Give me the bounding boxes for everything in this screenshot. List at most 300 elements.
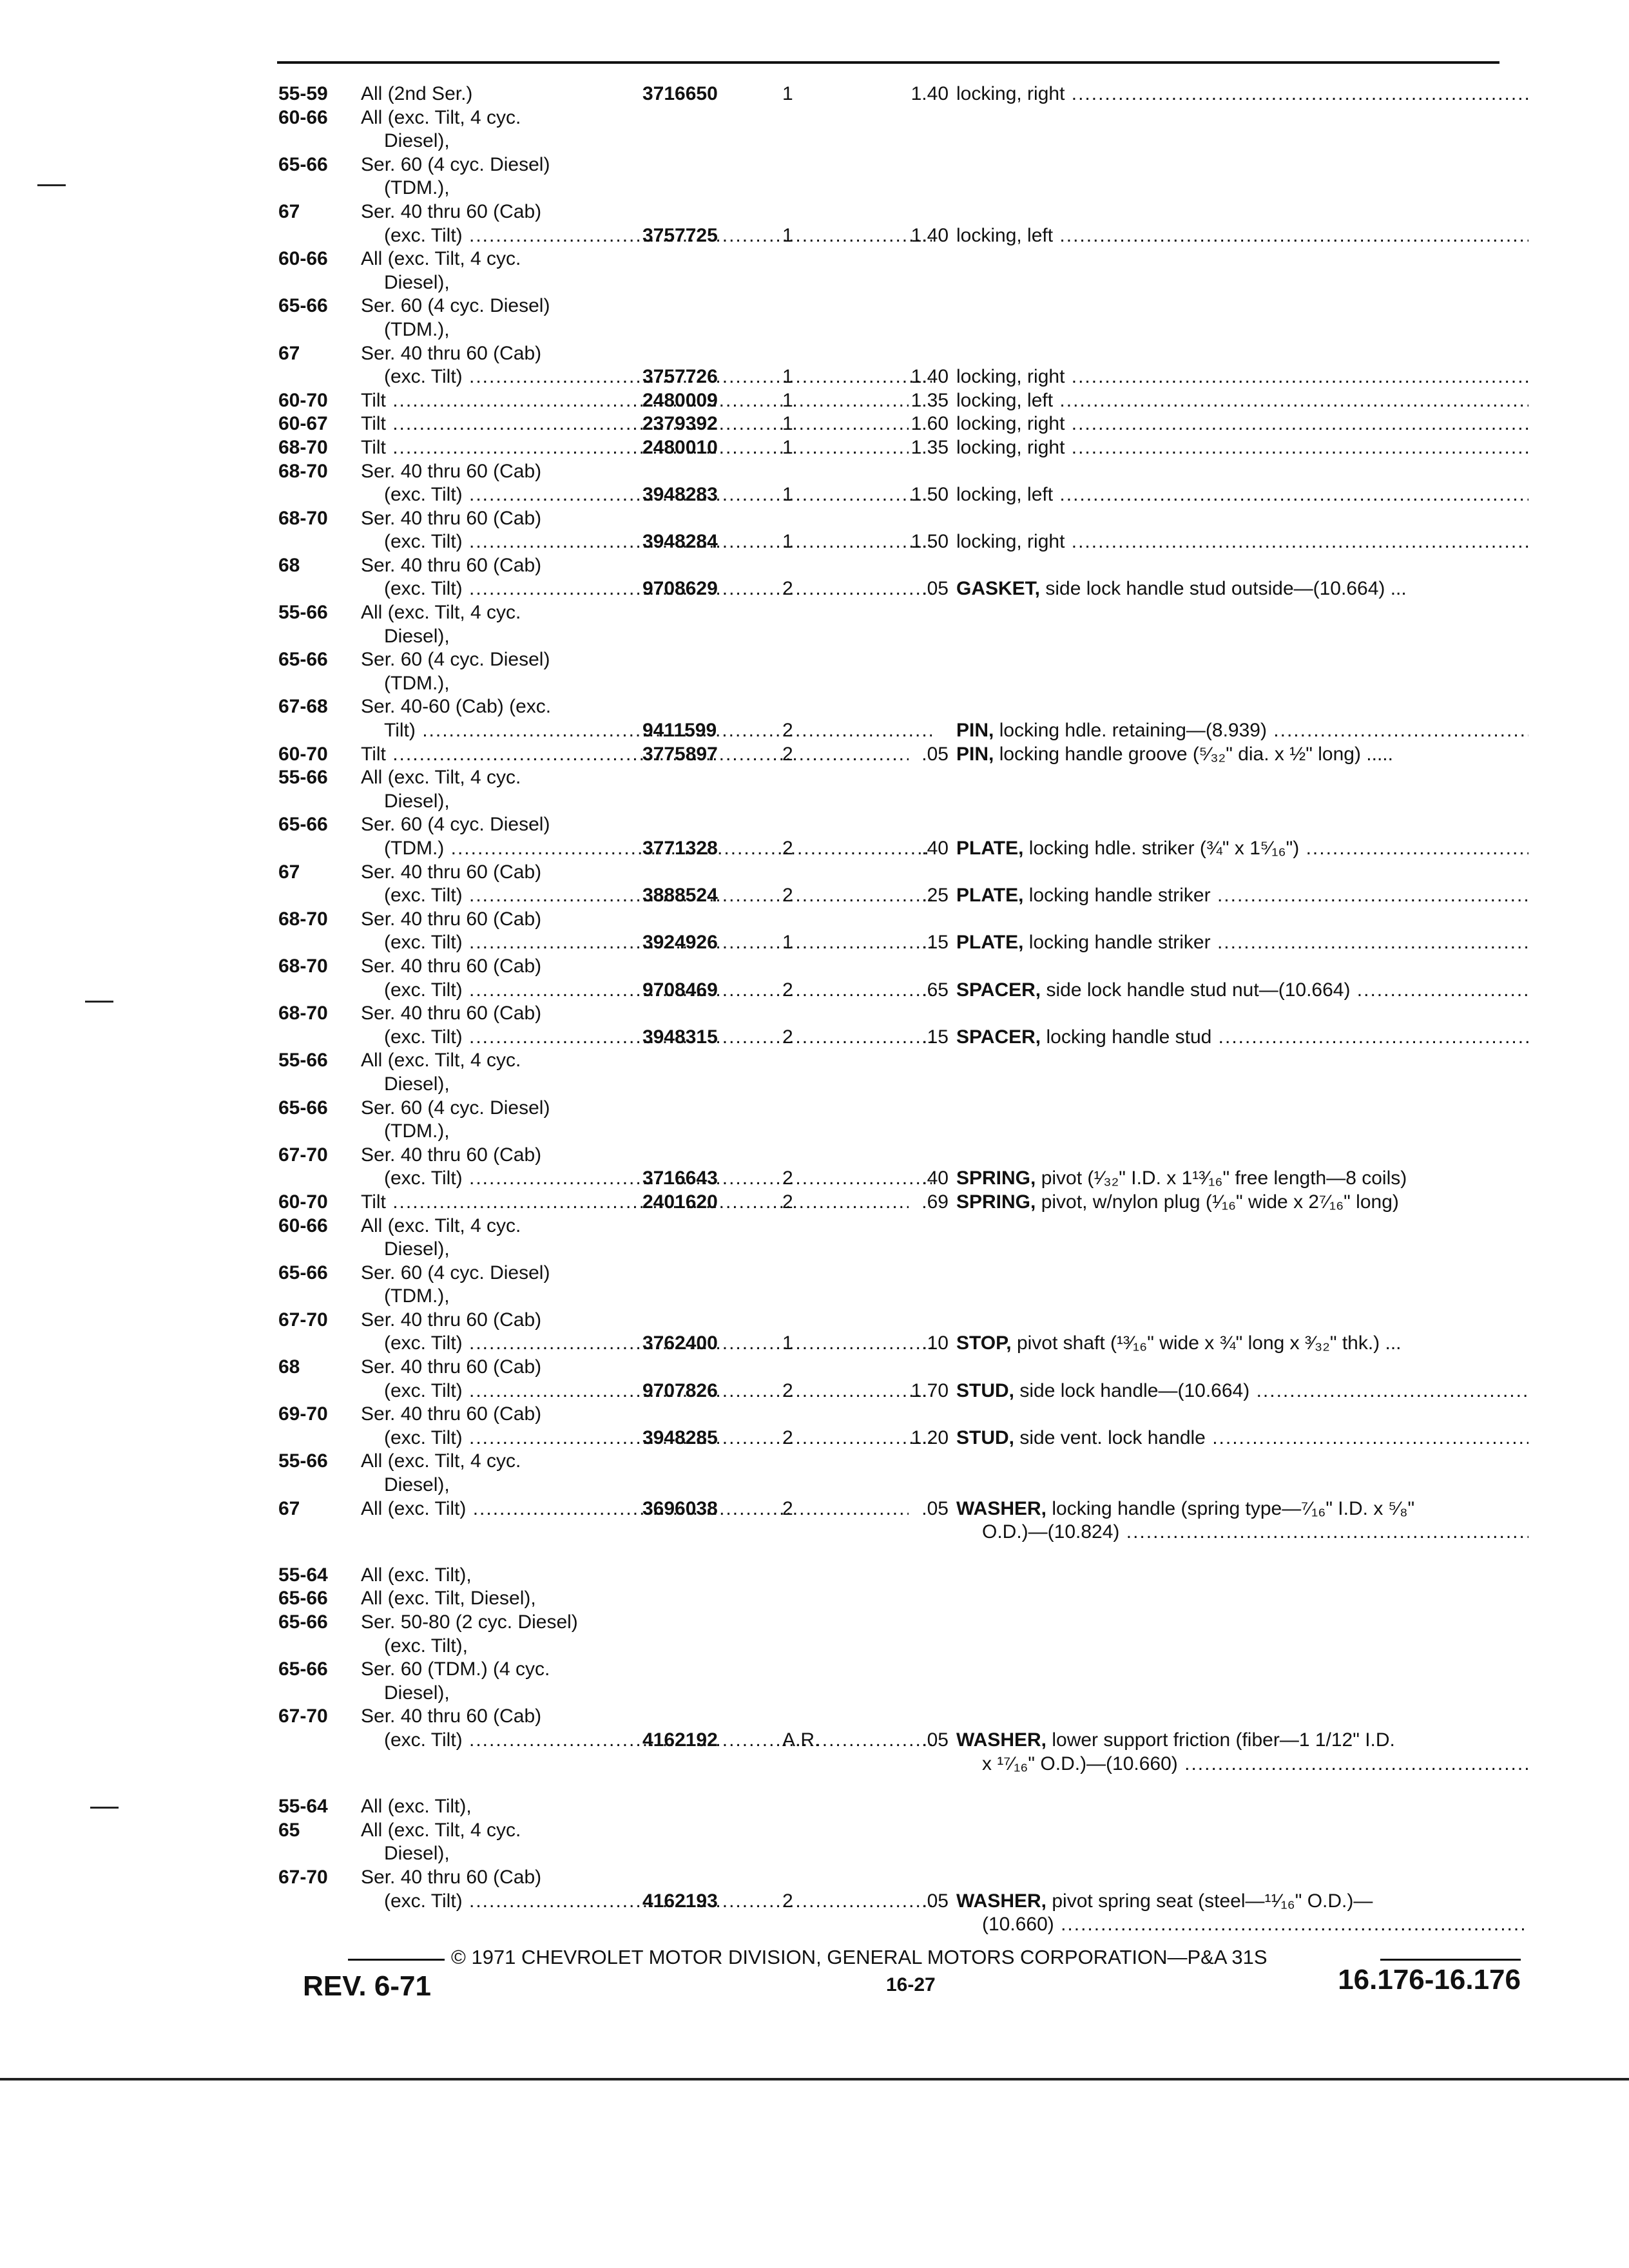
part-name: GASKET,	[956, 578, 1041, 600]
application: Ser. 40 thru 60 (Cab)	[361, 1003, 542, 1024]
quantity: 2	[782, 1379, 793, 1401]
application: (exc. Tilt),	[384, 1635, 468, 1657]
part-description	[982, 1913, 1528, 1937]
model-years: 68-70	[278, 436, 328, 458]
model-years: 55-66	[278, 1050, 328, 1072]
model-years: 55-66	[278, 602, 328, 624]
part-row	[278, 1635, 1528, 1658]
part-row	[278, 1309, 1528, 1332]
model-years: 65-66	[278, 1097, 328, 1119]
part-name: WASHER,	[956, 1497, 1047, 1519]
price: .05	[921, 1890, 949, 1912]
price: 1.40	[911, 83, 949, 104]
model-years: 60-66	[278, 106, 328, 128]
part-description	[956, 1167, 1528, 1191]
margin-mark	[37, 184, 66, 186]
part-detail: locking hdle. retaining—(8.939) .....	[999, 720, 1528, 741]
part-name: SPRING,	[956, 1168, 1036, 1189]
price: .05	[921, 743, 949, 765]
part-row	[278, 1403, 1528, 1427]
model-years: 67	[278, 1497, 300, 1519]
quantity: 1	[782, 83, 793, 104]
part-row	[278, 790, 1528, 814]
part-row	[278, 1073, 1528, 1097]
part-row	[278, 908, 1528, 932]
part-detail: (10.660) .....	[982, 1914, 1528, 1935]
model-years: 65-66	[278, 1658, 328, 1680]
model-years: 68	[278, 554, 300, 576]
application: Tilt) .....	[384, 719, 932, 743]
quantity: 2	[782, 979, 793, 1001]
part-row	[278, 271, 1528, 295]
application: (exc. Tilt) .....	[384, 979, 932, 1003]
part-row	[278, 554, 1528, 578]
parts-list	[278, 82, 1528, 1937]
price: .69	[921, 1191, 949, 1213]
application: Ser. 40 thru 60 (Cab)	[361, 955, 542, 977]
part-detail: side vent. lock handle .....	[1019, 1427, 1528, 1448]
model-years: 65	[278, 1819, 300, 1841]
part-detail: locking, right .....	[956, 83, 1528, 104]
row-gap	[278, 1544, 1528, 1564]
application: Ser. 60 (4 cyc. Diesel)	[361, 1097, 550, 1119]
part-number: 9707826	[642, 1379, 718, 1401]
part-detail: locking hdle. striker (¾" x 1⁵⁄₁₆") .....	[1029, 838, 1528, 859]
quantity: A.R.	[782, 1729, 820, 1751]
part-row	[278, 177, 1528, 200]
part-detail: side lock handle stud outside—(10.664) ...	[1045, 578, 1407, 600]
part-row	[278, 342, 1528, 366]
part-name: PLATE,	[956, 885, 1024, 907]
application: Tilt .....	[361, 1191, 909, 1215]
application: All (exc. Tilt, 4 cyc.	[361, 1819, 521, 1841]
price: 1.70	[911, 1379, 949, 1401]
model-years: 67	[278, 342, 300, 364]
part-row	[278, 247, 1528, 271]
application: Ser. 40 thru 60 (Cab)	[361, 1309, 542, 1331]
part-description	[956, 224, 1528, 248]
model-years: 65-66	[278, 1611, 328, 1633]
part-row	[278, 1002, 1528, 1026]
part-row	[278, 460, 1528, 484]
application: Ser. 40 thru 60 (Cab)	[361, 342, 542, 364]
footer-rule-left	[348, 1959, 445, 1961]
application: All (exc. Tilt, 4 cyc.	[361, 1215, 521, 1236]
model-years: 68-70	[278, 460, 328, 482]
part-number: 4162193	[642, 1890, 718, 1912]
application: (exc. Tilt) .....	[384, 224, 932, 248]
part-number: 3924926	[642, 932, 718, 954]
application: All (2nd Ser.)	[361, 83, 473, 104]
part-number: 3757725	[642, 224, 718, 246]
part-number: 3696038	[642, 1497, 718, 1519]
application: Ser. 50-80 (2 cyc. Diesel)	[361, 1611, 578, 1633]
part-row	[278, 1866, 1528, 1890]
application: Ser. 60 (4 cyc. Diesel)	[361, 153, 550, 175]
model-years: 65-66	[278, 153, 328, 175]
application: Tilt .....	[361, 412, 909, 436]
part-row	[278, 153, 1528, 177]
model-years: 65-66	[278, 295, 328, 317]
part-detail: locking, left .....	[956, 484, 1528, 505]
part-number: 3762400	[642, 1332, 718, 1354]
part-description	[956, 577, 1528, 601]
part-row	[278, 1913, 1528, 1937]
part-row	[278, 743, 1528, 767]
part-description	[956, 365, 1528, 389]
part-name: SPRING,	[956, 1191, 1036, 1213]
part-row	[278, 1097, 1528, 1120]
part-description	[956, 530, 1528, 554]
part-detail: locking handle (spring type—⁷⁄₁₆" I.D. x ⁵⁄₈"	[1052, 1497, 1415, 1519]
model-years: 60-70	[278, 1191, 328, 1213]
part-row	[278, 130, 1528, 153]
part-number: 3948285	[642, 1427, 718, 1448]
part-row	[278, 1497, 1528, 1521]
part-description	[982, 1753, 1528, 1776]
part-row	[278, 1262, 1528, 1285]
model-years: 69-70	[278, 1403, 328, 1425]
part-detail: pivot (¹⁄₃₂" I.D. x 1¹³⁄₁₆" free length—8 coils)	[1041, 1168, 1407, 1189]
part-description	[956, 1890, 1528, 1914]
part-description	[956, 1729, 1528, 1753]
model-years: 65-66	[278, 649, 328, 671]
part-description	[956, 719, 1528, 743]
part-row	[278, 1611, 1528, 1635]
part-row	[278, 1167, 1528, 1191]
application: (exc. Tilt) .....	[384, 1167, 932, 1191]
part-row	[278, 389, 1528, 413]
part-row	[278, 318, 1528, 342]
part-number: 3948283	[642, 484, 718, 506]
model-years: 67-70	[278, 1706, 328, 1727]
price: .15	[921, 1026, 949, 1048]
application: (TDM.),	[384, 177, 450, 199]
part-row	[278, 1144, 1528, 1168]
model-years: 65-66	[278, 1262, 328, 1283]
part-number: 4162192	[642, 1729, 718, 1751]
copyright-text: © 1971 CHEVROLET MOTOR DIVISION, GENERAL MOTORS CORPORATION—P&A 31S	[451, 1946, 1268, 1968]
application: (exc. Tilt) .....	[384, 1379, 932, 1403]
application: All (exc. Tilt, 4 cyc.	[361, 1450, 521, 1472]
application: Ser. 40 thru 60 (Cab)	[361, 200, 542, 222]
part-row	[278, 1795, 1528, 1819]
part-row	[278, 837, 1528, 861]
application: Ser. 40 thru 60 (Cab)	[361, 861, 542, 883]
part-name: PIN,	[956, 743, 994, 765]
application: Tilt .....	[361, 436, 909, 460]
part-row	[278, 1587, 1528, 1611]
quantity: 1	[782, 366, 793, 388]
part-row	[278, 82, 1528, 106]
model-years: 68-70	[278, 507, 328, 529]
page-footer	[277, 1946, 1521, 2036]
application: Ser. 60 (4 cyc. Diesel)	[361, 649, 550, 671]
part-row	[278, 1890, 1528, 1914]
part-detail: side lock handle—(10.664) .....	[1019, 1380, 1528, 1401]
part-row	[278, 507, 1528, 531]
part-description	[956, 412, 1528, 436]
application: Ser. 40 thru 60 (Cab)	[361, 1356, 542, 1378]
quantity: 1	[782, 224, 793, 246]
application: Diesel),	[384, 1682, 450, 1704]
part-row	[278, 719, 1528, 743]
price: 1.20	[911, 1427, 949, 1448]
quantity: 2	[782, 1026, 793, 1048]
quantity: 1	[782, 932, 793, 954]
price: 1.50	[911, 531, 949, 553]
application: All (exc. Tilt, 4 cyc.	[361, 1050, 521, 1072]
model-years: 60-70	[278, 743, 328, 765]
application: Ser. 40 thru 60 (Cab)	[361, 1866, 542, 1888]
price: .40	[921, 838, 949, 859]
quantity: 1	[782, 413, 793, 435]
model-years: 55-64	[278, 1796, 328, 1818]
part-row	[278, 625, 1528, 649]
application: All (exc. Tilt) .....	[361, 1497, 909, 1521]
price: .05	[921, 578, 949, 600]
section-reference: 16.176-16.176	[1338, 1964, 1521, 1995]
part-name: STUD,	[956, 1427, 1014, 1448]
quantity: 2	[782, 578, 793, 600]
application: Tilt .....	[361, 389, 909, 413]
application: Diesel),	[384, 1843, 450, 1865]
part-detail: pivot shaft (¹³⁄₁₆" wide x ¾" long x ³⁄₃₂" thk.) ...	[1016, 1332, 1402, 1354]
part-detail: pivot spring seat (steel—¹¹⁄₁₆" O.D.)—	[1052, 1890, 1373, 1912]
quantity: 2	[782, 838, 793, 859]
application: (exc. Tilt) .....	[384, 530, 932, 554]
application: All (exc. Tilt, 4 cyc.	[361, 248, 521, 270]
application: (TDM.),	[384, 1120, 450, 1142]
footer-rule-right	[1380, 1959, 1521, 1961]
part-detail: side lock handle stud nut—(10.664) .....	[1046, 979, 1528, 1001]
quantity: 1	[782, 484, 793, 506]
part-row	[278, 1753, 1528, 1776]
model-years: 65-66	[278, 814, 328, 836]
bottom-rule	[0, 2078, 1629, 2081]
part-detail: locking handle groove (⁵⁄₃₂" dia. x ½" long) .....	[999, 743, 1393, 765]
price: .15	[921, 932, 949, 954]
model-years: 55-66	[278, 1450, 328, 1472]
application: Ser. 40 thru 60 (Cab)	[361, 908, 542, 930]
price: .25	[921, 885, 949, 907]
part-description	[956, 743, 1528, 767]
application: Diesel),	[384, 625, 450, 647]
quantity: 1	[782, 1332, 793, 1354]
part-row	[278, 1450, 1528, 1474]
application: Diesel),	[384, 1238, 450, 1260]
application: (exc. Tilt) .....	[384, 1890, 932, 1914]
part-detail: O.D.)—(10.824) .....	[982, 1521, 1528, 1542]
part-number: 3716643	[642, 1168, 718, 1189]
part-row	[278, 1285, 1528, 1309]
model-years: 60-66	[278, 248, 328, 270]
application: Ser. 40 thru 60 (Cab)	[361, 460, 542, 482]
part-detail: locking, left .....	[956, 225, 1528, 246]
price: 1.35	[911, 436, 949, 458]
quantity: 2	[782, 720, 793, 742]
application: All (exc. Tilt, 4 cyc.	[361, 767, 521, 789]
price: .65	[921, 979, 949, 1001]
part-number: 2480010	[642, 436, 718, 458]
part-name: WASHER,	[956, 1729, 1047, 1751]
model-years: 55-59	[278, 83, 328, 104]
part-description	[956, 1379, 1528, 1403]
part-row	[278, 1049, 1528, 1073]
part-number: 3757726	[642, 366, 718, 388]
part-description	[956, 837, 1528, 861]
price: 1.40	[911, 224, 949, 246]
quantity: 2	[782, 1497, 793, 1519]
model-years: 67	[278, 200, 300, 222]
part-row	[278, 1120, 1528, 1144]
part-detail: locking, left .....	[956, 390, 1528, 411]
application: Ser. 60 (TDM.) (4 cyc.	[361, 1658, 550, 1680]
model-years: 55-64	[278, 1564, 328, 1586]
part-name: PLATE,	[956, 838, 1024, 859]
application: Diesel),	[384, 130, 450, 152]
part-detail: locking, right .....	[956, 366, 1528, 387]
application: (exc. Tilt) .....	[384, 365, 932, 389]
part-row	[278, 1215, 1528, 1238]
part-row	[278, 577, 1528, 601]
part-description	[956, 931, 1528, 955]
application: Diesel),	[384, 1073, 450, 1095]
model-years: 55-66	[278, 767, 328, 789]
part-row	[278, 530, 1528, 554]
application: (exc. Tilt) .....	[384, 931, 932, 955]
part-detail: locking handle stud .....	[1046, 1026, 1528, 1048]
part-number: 3948315	[642, 1026, 718, 1048]
model-years: 68-70	[278, 955, 328, 977]
part-number: 3771328	[642, 838, 718, 859]
part-detail: pivot, w/nylon plug (¹⁄₁₆" wide x 2⁷⁄₁₆" long)	[1041, 1191, 1399, 1213]
part-name: SPACER,	[956, 979, 1041, 1001]
part-row	[278, 1379, 1528, 1403]
part-row	[278, 955, 1528, 979]
application: Ser. 40 thru 60 (Cab)	[361, 554, 542, 576]
application: Ser. 40 thru 60 (Cab)	[361, 1403, 542, 1425]
application: (TDM.) .....	[384, 837, 932, 861]
model-years: 68-70	[278, 1003, 328, 1024]
part-name: STOP,	[956, 1332, 1012, 1354]
application: (exc. Tilt) .....	[384, 577, 932, 601]
part-detail: locking, right .....	[956, 531, 1528, 552]
quantity: 1	[782, 389, 793, 411]
part-number: 3888524	[642, 885, 718, 907]
part-row	[278, 365, 1528, 389]
part-description	[956, 1497, 1528, 1521]
price: .40	[921, 1168, 949, 1189]
application: Ser. 40 thru 60 (Cab)	[361, 507, 542, 529]
quantity: 2	[782, 1890, 793, 1912]
part-row	[278, 695, 1528, 719]
part-description	[956, 389, 1528, 413]
part-description	[982, 1521, 1528, 1544]
part-row	[278, 1705, 1528, 1729]
part-description	[956, 979, 1528, 1003]
part-row	[278, 1729, 1528, 1753]
part-description	[956, 1332, 1528, 1356]
part-description	[956, 82, 1528, 106]
part-row	[278, 601, 1528, 625]
revision-label: REV. 6-71	[303, 1970, 431, 2002]
model-years: 67-70	[278, 1144, 328, 1166]
part-row	[278, 436, 1528, 460]
part-description	[956, 436, 1528, 460]
part-row	[278, 1682, 1528, 1706]
model-years: 65-66	[278, 1588, 328, 1610]
row-gap	[278, 1776, 1528, 1795]
model-years: 60-70	[278, 389, 328, 411]
model-years: 68-70	[278, 908, 328, 930]
part-detail: locking handle striker .....	[1029, 885, 1528, 906]
model-years: 67-68	[278, 696, 328, 718]
price: .05	[921, 1729, 949, 1751]
part-row	[278, 766, 1528, 790]
part-detail: x ¹⁷⁄₁₆" O.D.)—(10.660) .....	[982, 1753, 1528, 1774]
model-years: 67-70	[278, 1309, 328, 1331]
part-description	[956, 884, 1528, 908]
part-description	[956, 1427, 1528, 1450]
application: Diesel),	[384, 1474, 450, 1496]
application: All (exc. Tilt),	[361, 1564, 472, 1586]
part-detail: locking handle striker .....	[1029, 932, 1528, 953]
part-detail: lower support friction (fiber—1 1/12" I.D.	[1052, 1729, 1395, 1751]
part-number: 3775897	[642, 743, 718, 765]
part-row	[278, 1521, 1528, 1544]
application: All (exc. Tilt),	[361, 1796, 472, 1818]
part-number: 3948284	[642, 531, 718, 553]
quantity: 2	[782, 1168, 793, 1189]
part-row	[278, 1356, 1528, 1379]
application: (exc. Tilt) .....	[384, 483, 932, 507]
part-row	[278, 106, 1528, 130]
price: 1.50	[911, 484, 949, 506]
application: (exc. Tilt) .....	[384, 1332, 932, 1356]
application: (exc. Tilt) .....	[384, 1729, 932, 1753]
part-number: 9708469	[642, 979, 718, 1001]
part-detail: locking, right .....	[956, 413, 1528, 434]
application: Ser. 60 (4 cyc. Diesel)	[361, 1262, 550, 1283]
part-number: 2480009	[642, 389, 718, 411]
part-row	[278, 1819, 1528, 1843]
margin-mark	[85, 1001, 113, 1003]
part-row	[278, 483, 1528, 507]
part-row	[278, 1026, 1528, 1050]
application: All (exc. Tilt, 4 cyc.	[361, 106, 521, 128]
price: .10	[921, 1332, 949, 1354]
part-row	[278, 412, 1528, 436]
application: (TDM.),	[384, 1285, 450, 1307]
part-name: STUD,	[956, 1379, 1014, 1401]
price: .05	[921, 1497, 949, 1519]
part-row	[278, 648, 1528, 672]
part-row	[278, 200, 1528, 224]
application: Ser. 40-60 (Cab) (exc.	[361, 696, 552, 718]
header-rule	[277, 61, 1499, 64]
part-row	[278, 224, 1528, 248]
part-row	[278, 1842, 1528, 1866]
quantity: 2	[782, 1191, 793, 1213]
application: Tilt .....	[361, 743, 909, 767]
page-number: 16-27	[886, 1974, 936, 1995]
part-number: 9708629	[642, 578, 718, 600]
part-name: WASHER,	[956, 1890, 1047, 1912]
application: (TDM.),	[384, 672, 450, 694]
part-detail: locking, right .....	[956, 437, 1528, 458]
part-name: PLATE,	[956, 932, 1024, 954]
